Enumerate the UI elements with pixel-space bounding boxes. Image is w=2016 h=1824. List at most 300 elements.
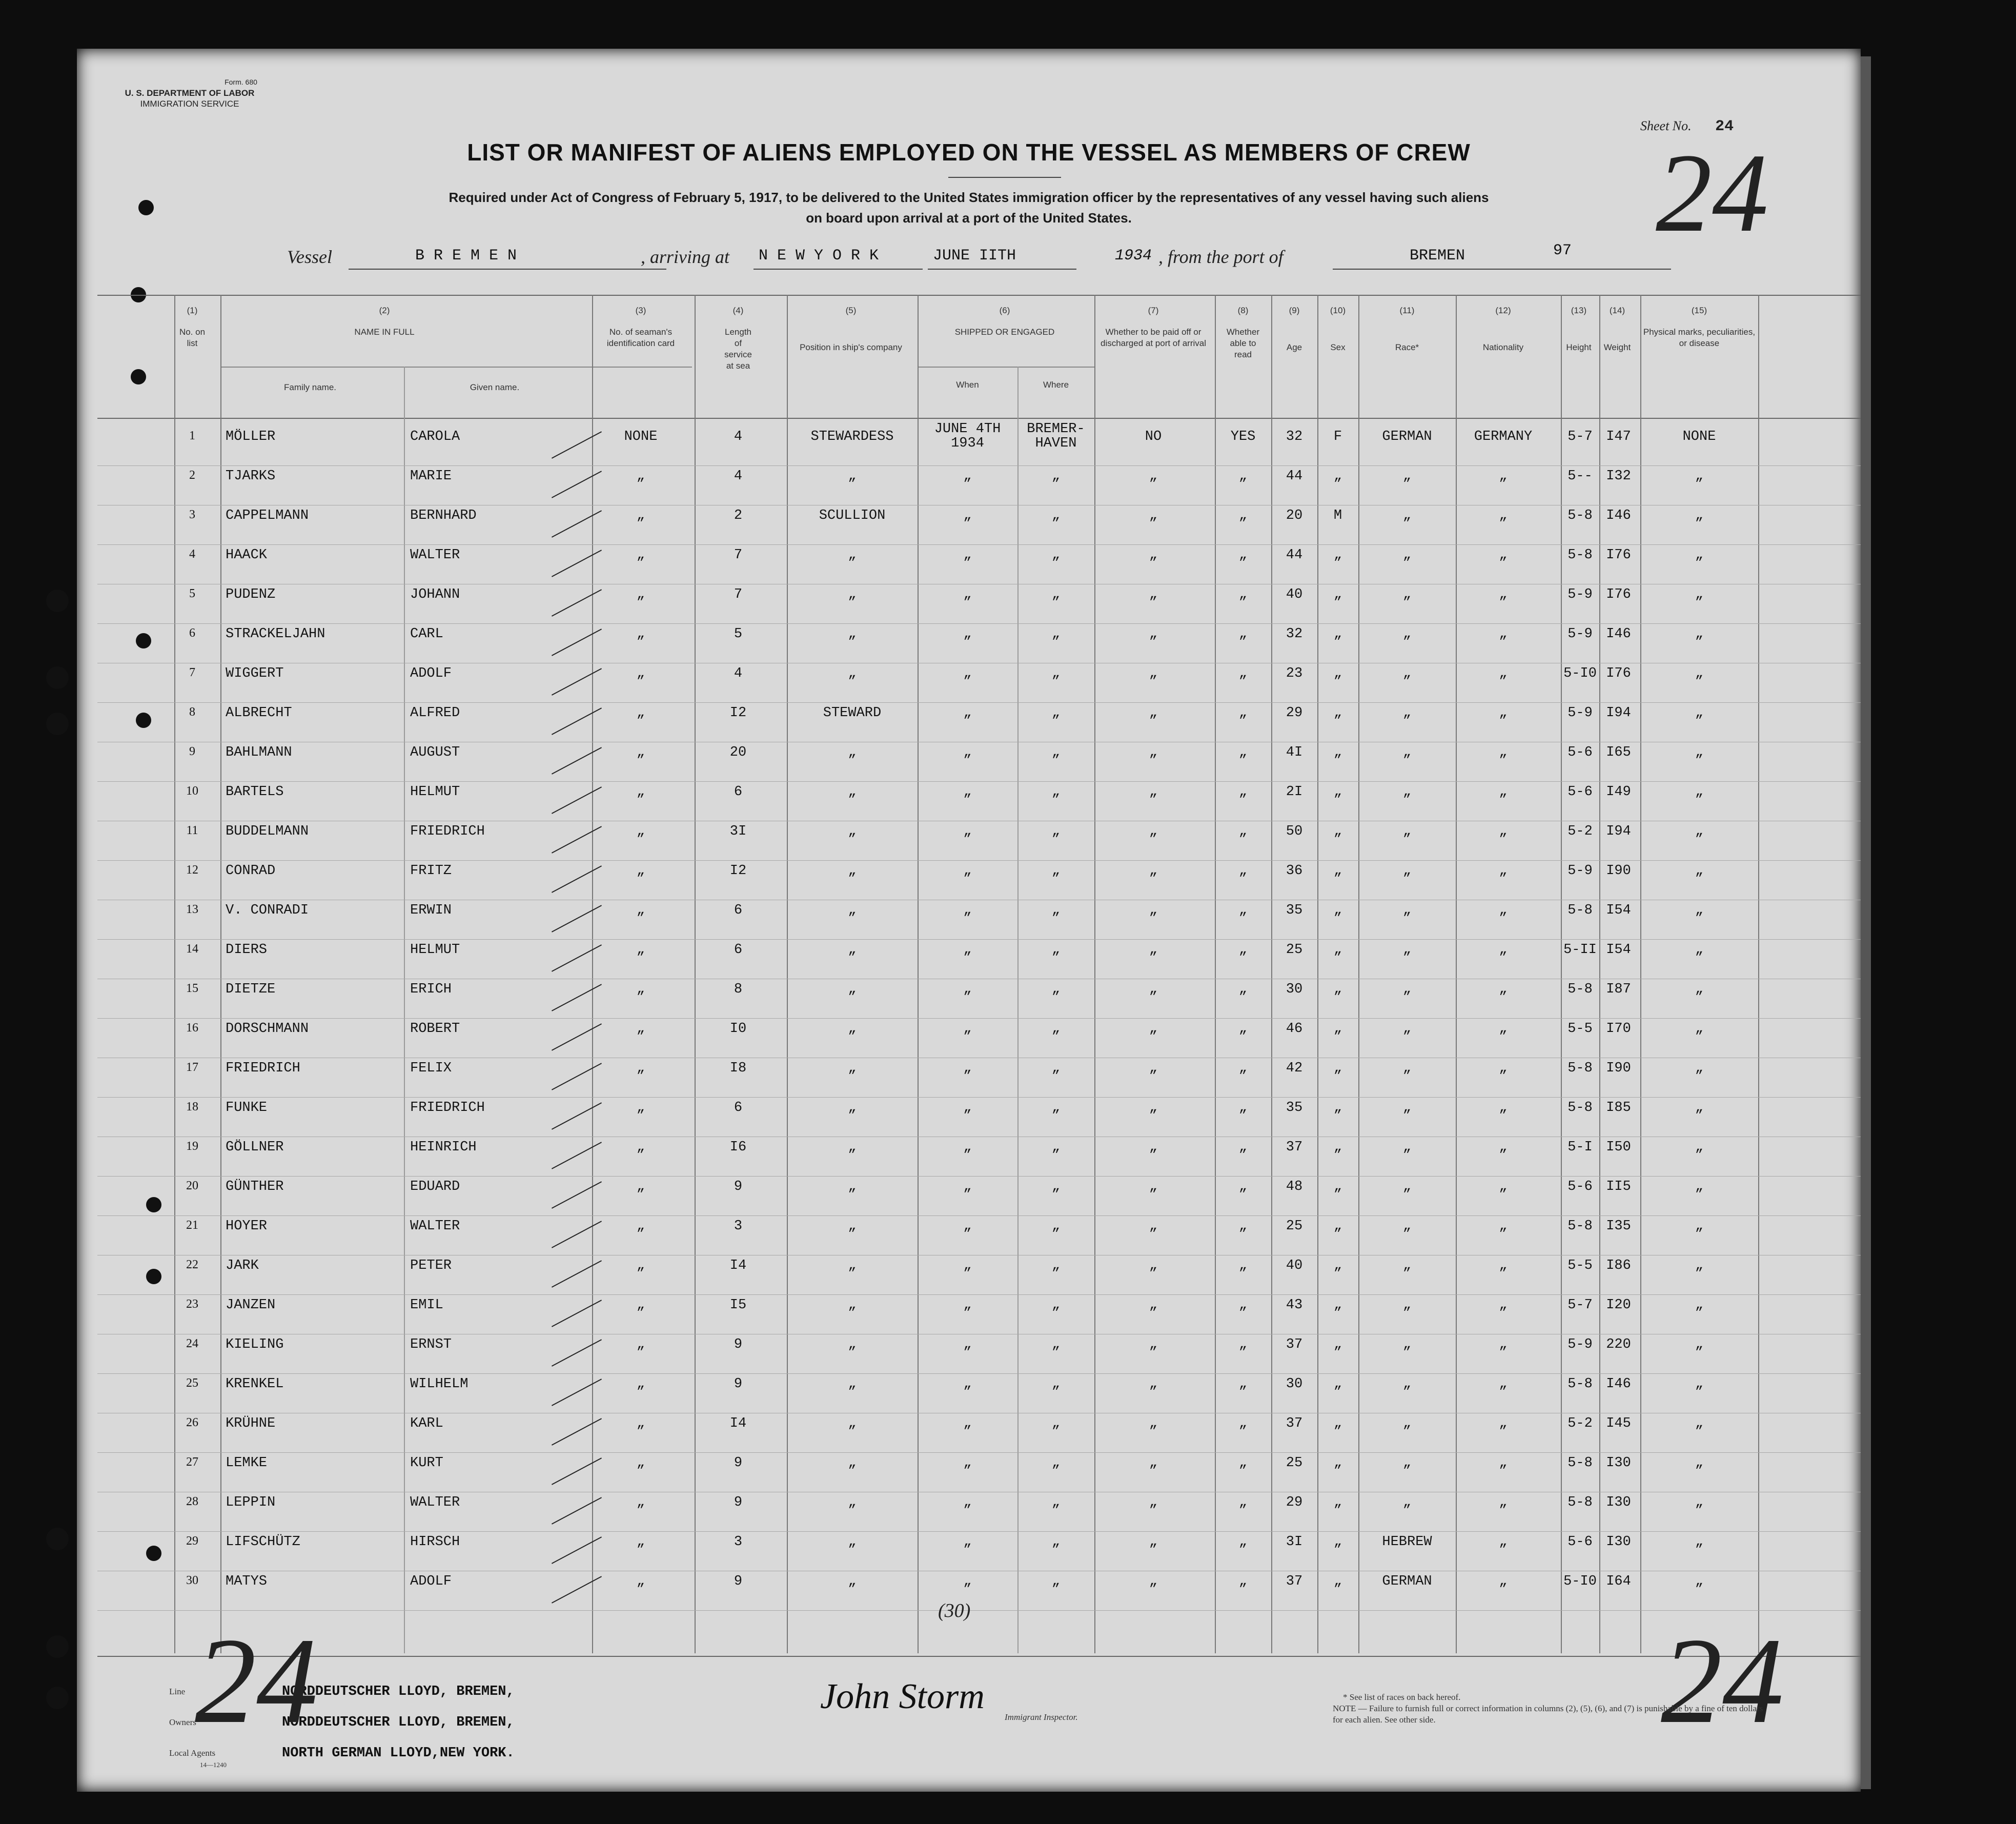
cell-race: „ xyxy=(1402,745,1412,760)
cell-family-name: LEPPIN xyxy=(226,1495,276,1510)
cell-position: „ xyxy=(848,548,857,563)
cell-given-name: HIRSCH xyxy=(410,1534,460,1550)
cell-physical-marks: „ xyxy=(1695,1298,1704,1313)
page-subtitle xyxy=(256,187,1681,228)
cell-service-length: 3 xyxy=(734,1219,743,1234)
binder-hole xyxy=(46,713,69,735)
cell-paid-off: „ xyxy=(1149,1534,1158,1550)
table-row xyxy=(97,1495,1861,1534)
footer-note xyxy=(1333,1692,1768,1726)
cell-height: 5-7 xyxy=(1567,1298,1593,1313)
cell-age: 3I xyxy=(1286,1534,1303,1550)
cell-shipped-where: „ xyxy=(1051,1574,1061,1589)
cell-sex: „ xyxy=(1333,1416,1342,1431)
cell-family-name: GÖLLNER xyxy=(226,1140,284,1155)
cell-service-length: I4 xyxy=(729,1258,747,1273)
cell-nationality: GERMANY xyxy=(1474,429,1533,444)
cell-physical-marks: „ xyxy=(1695,942,1704,958)
cell-given-name: ERICH xyxy=(410,982,452,997)
arrival-year: 1934 xyxy=(1115,247,1152,265)
cell-given-name: ADOLF xyxy=(410,666,452,681)
cell-position: „ xyxy=(848,1179,857,1194)
cell-race: „ xyxy=(1402,705,1412,721)
cell-family-name: CAPPELMANN xyxy=(226,508,309,523)
cell-family-name: KRENKEL xyxy=(226,1376,284,1392)
cell-weight: I90 xyxy=(1606,1061,1631,1076)
cell-able-to-read: „ xyxy=(1238,1574,1248,1589)
cell-physical-marks: „ xyxy=(1695,548,1704,563)
cell-sex: „ xyxy=(1333,1258,1342,1273)
cell-position: „ xyxy=(848,982,857,997)
cell-id-card: „ xyxy=(636,1416,645,1431)
races-note: * See list of races on back hereof. xyxy=(1343,1692,1461,1702)
cell-given-name: FELIX xyxy=(410,1061,452,1076)
cell-race: „ xyxy=(1402,626,1412,642)
cell-id-card: „ xyxy=(636,508,645,523)
cell-shipped-where: „ xyxy=(1051,1100,1061,1116)
cell-age: 42 xyxy=(1286,1061,1303,1076)
cell-id-card: „ xyxy=(636,1258,645,1273)
cell-shipped-where: „ xyxy=(1051,1021,1061,1037)
cell-shipped-when: „ xyxy=(963,705,972,721)
cell-id-card: „ xyxy=(636,587,645,602)
cell-shipped-when: „ xyxy=(963,508,972,523)
cell-id-card: „ xyxy=(636,1337,645,1352)
cell-sex: „ xyxy=(1333,784,1342,800)
vessel-name: B R E M E N xyxy=(415,247,517,265)
cell-race: „ xyxy=(1402,903,1412,918)
cell-shipped-when: „ xyxy=(963,1219,972,1234)
vessel-info xyxy=(287,242,1671,277)
sheet-number-label: Sheet No. xyxy=(1640,118,1692,133)
table-row xyxy=(97,942,1861,981)
table-row xyxy=(97,1219,1861,1258)
cell-shipped-when: „ xyxy=(963,1416,972,1431)
cell-paid-off: NO xyxy=(1145,429,1162,444)
cell-nationality: „ xyxy=(1499,1061,1508,1076)
cell-physical-marks: NONE xyxy=(1682,429,1716,444)
cell-shipped-where: „ xyxy=(1051,982,1061,997)
cell-height: 5-8 xyxy=(1567,508,1593,523)
cell-sex: „ xyxy=(1333,1100,1342,1116)
cell-service-length: 5 xyxy=(734,626,743,642)
table-row xyxy=(97,784,1861,823)
cell-service-length: 3 xyxy=(734,1534,743,1550)
cell-height: 5-I0 xyxy=(1563,666,1597,681)
cell-able-to-read: „ xyxy=(1238,1337,1248,1352)
cell-age: 35 xyxy=(1286,1100,1303,1116)
cell-race: „ xyxy=(1402,824,1412,839)
cell-family-name: DORSCHMANN xyxy=(226,1021,309,1037)
table-row xyxy=(97,1258,1861,1297)
cell-sex: „ xyxy=(1333,1574,1342,1589)
cell-race: „ xyxy=(1402,1416,1412,1431)
col-header-shipped: (6) SHIPPED OR ENGAGED xyxy=(954,306,1055,337)
cell-height: 5-8 xyxy=(1567,1061,1593,1076)
cell-service-length: I6 xyxy=(729,1140,747,1155)
cell-shipped-when: „ xyxy=(963,982,972,997)
cell-height: 5-II xyxy=(1563,942,1597,958)
cell-nationality: „ xyxy=(1499,587,1508,602)
table-row xyxy=(97,626,1861,665)
cell-age: 32 xyxy=(1286,429,1303,444)
cell-able-to-read: „ xyxy=(1238,942,1248,958)
name-sub-rule xyxy=(220,367,692,368)
cell-row-no: 5 xyxy=(189,587,195,600)
cell-position: „ xyxy=(848,1574,857,1589)
cell-weight: I90 xyxy=(1606,863,1631,879)
cell-age: 36 xyxy=(1286,863,1303,879)
cell-service-length: 6 xyxy=(734,903,743,918)
cell-shipped-where: „ xyxy=(1051,1179,1061,1194)
cell-paid-off: „ xyxy=(1149,705,1158,721)
cell-paid-off: „ xyxy=(1149,1140,1158,1155)
cell-height: 5-6 xyxy=(1567,745,1593,760)
cell-able-to-read: „ xyxy=(1238,863,1248,879)
cell-shipped-where: „ xyxy=(1051,1219,1061,1234)
cell-physical-marks: „ xyxy=(1695,1061,1704,1076)
cell-row-no: 13 xyxy=(186,903,198,916)
cell-family-name: FRIEDRICH xyxy=(226,1061,300,1076)
cell-family-name: JANZEN xyxy=(226,1298,276,1313)
cell-position: „ xyxy=(848,745,857,760)
cell-sex: „ xyxy=(1333,1219,1342,1234)
cell-age: 2I xyxy=(1286,784,1303,800)
table-row xyxy=(97,824,1861,863)
cell-physical-marks: „ xyxy=(1695,784,1704,800)
cell-id-card: „ xyxy=(636,1140,645,1155)
cell-able-to-read: „ xyxy=(1238,1061,1248,1076)
cell-service-length: 6 xyxy=(734,784,743,800)
cell-race: „ xyxy=(1402,587,1412,602)
col-header-sex: (10) Sex xyxy=(1330,306,1346,352)
table-row xyxy=(97,1021,1861,1060)
cell-weight: I30 xyxy=(1606,1455,1631,1471)
binder-hole xyxy=(46,1687,69,1709)
cell-family-name: MATYS xyxy=(226,1574,268,1589)
cell-shipped-where: „ xyxy=(1051,745,1061,760)
cell-age: 44 xyxy=(1286,548,1303,563)
cell-shipped-when: „ xyxy=(963,469,972,484)
subtitle-line-2: on board upon arrival at a port of the United States. xyxy=(806,210,1132,226)
cell-shipped-when: „ xyxy=(963,903,972,918)
cell-id-card: „ xyxy=(636,705,645,721)
cell-given-name: WILHELM xyxy=(410,1376,469,1392)
table-row xyxy=(97,1416,1861,1455)
cell-given-name: JOHANN xyxy=(410,587,460,602)
cell-nationality: „ xyxy=(1499,705,1508,721)
cell-shipped-where: „ xyxy=(1051,1455,1061,1471)
cell-race: „ xyxy=(1402,666,1412,681)
table-top-rule xyxy=(97,295,1861,296)
cell-sex: „ xyxy=(1333,1455,1342,1471)
vessel-name-line xyxy=(349,269,666,270)
sheet-number-value: 24 xyxy=(1715,118,1734,135)
cell-paid-off: „ xyxy=(1149,1376,1158,1392)
cell-row-no: 27 xyxy=(186,1455,198,1469)
cell-physical-marks: „ xyxy=(1695,666,1704,681)
cell-race: „ xyxy=(1402,1258,1412,1273)
cell-physical-marks: „ xyxy=(1695,1495,1704,1510)
col-header-family: Family name. xyxy=(283,382,337,392)
cell-weight: I30 xyxy=(1606,1495,1631,1510)
cell-position: „ xyxy=(848,1021,857,1037)
cell-shipped-where: „ xyxy=(1051,1140,1061,1155)
table-row xyxy=(97,863,1861,902)
cell-given-name: EDUARD xyxy=(410,1179,460,1194)
cell-row-no: 17 xyxy=(186,1061,198,1074)
cell-family-name: DIERS xyxy=(226,942,268,958)
cell-family-name: STRACKELJAHN xyxy=(226,626,325,642)
cell-row-no: 15 xyxy=(186,982,198,995)
col-header-marks: (15) Physical marks, peculiarities, or disease xyxy=(1643,306,1756,348)
cell-given-name: WALTER xyxy=(410,548,460,563)
cell-able-to-read: „ xyxy=(1238,1376,1248,1392)
table-row xyxy=(97,1574,1861,1613)
cell-sex: „ xyxy=(1333,1021,1342,1037)
cell-height: 5-- xyxy=(1567,469,1593,484)
cell-service-length: I0 xyxy=(729,1021,747,1037)
cell-sex: „ xyxy=(1333,587,1342,602)
cell-given-name: CAROLA xyxy=(410,429,460,444)
cell-position: „ xyxy=(848,1219,857,1234)
cell-nationality: „ xyxy=(1499,1495,1508,1510)
cell-row-no: 6 xyxy=(189,626,195,640)
col-header-nationality: (12) Nationality xyxy=(1482,306,1524,352)
table-row xyxy=(97,469,1861,508)
cell-position: STEWARDESS xyxy=(810,429,894,444)
cell-shipped-when: „ xyxy=(963,942,972,958)
cell-shipped-when: „ xyxy=(963,1021,972,1037)
cell-nationality: „ xyxy=(1499,1219,1508,1234)
cell-position: „ xyxy=(848,1298,857,1313)
cell-weight: I50 xyxy=(1606,1140,1631,1155)
cell-family-name: LIFSCHÜTZ xyxy=(226,1534,300,1550)
form-number: Form. 680 xyxy=(225,78,257,86)
cell-able-to-read: „ xyxy=(1238,626,1248,642)
cell-sex: „ xyxy=(1333,1534,1342,1550)
cell-able-to-read: „ xyxy=(1238,824,1248,839)
cell-sex: „ xyxy=(1333,469,1342,484)
shipped-sub-rule xyxy=(918,367,1094,368)
footer-top-rule xyxy=(97,1656,1861,1657)
cell-able-to-read: „ xyxy=(1238,1258,1248,1273)
cell-row-no: 26 xyxy=(186,1416,198,1429)
table-row xyxy=(97,1140,1861,1179)
cell-race: HEBREW xyxy=(1382,1534,1432,1550)
cell-sex: „ xyxy=(1333,1140,1342,1155)
cell-sex: „ xyxy=(1333,982,1342,997)
cell-height: 5-8 xyxy=(1567,903,1593,918)
cell-id-card: „ xyxy=(636,784,645,800)
cell-row-no: 25 xyxy=(186,1376,198,1390)
cell-shipped-when: „ xyxy=(963,745,972,760)
cell-height: 5-8 xyxy=(1567,548,1593,563)
cell-nationality: „ xyxy=(1499,469,1508,484)
cell-position: „ xyxy=(848,626,857,642)
cell-nationality: „ xyxy=(1499,1337,1508,1352)
page-title: LIST OR MANIFEST OF ALIENS EMPLOYED ON THE VESSEL AS MEMBERS OF CREW xyxy=(467,139,1471,166)
cell-weight: I76 xyxy=(1606,548,1631,563)
cell-age: 29 xyxy=(1286,1495,1303,1510)
cell-race: „ xyxy=(1402,469,1412,484)
cell-shipped-when: „ xyxy=(963,548,972,563)
cell-given-name: KARL xyxy=(410,1416,443,1431)
binder-hole xyxy=(46,1528,69,1550)
cell-sex: „ xyxy=(1333,903,1342,918)
cell-shipped-when: „ xyxy=(963,1179,972,1194)
cell-sex: „ xyxy=(1333,1337,1342,1352)
cell-paid-off: „ xyxy=(1149,824,1158,839)
cell-nationality: „ xyxy=(1499,1100,1508,1116)
cell-shipped-where: „ xyxy=(1051,705,1061,721)
cell-row-no: 4 xyxy=(189,548,195,561)
cell-weight: I65 xyxy=(1606,745,1631,760)
cell-age: 35 xyxy=(1286,903,1303,918)
cell-shipped-when: „ xyxy=(963,1298,972,1313)
cell-family-name: BUDDELMANN xyxy=(226,824,309,839)
cell-position: „ xyxy=(848,1455,857,1471)
cell-physical-marks: „ xyxy=(1695,1140,1704,1155)
col-header-position: (5) Position in ship's company xyxy=(800,306,902,352)
cell-family-name: KRÜHNE xyxy=(226,1416,276,1431)
inspector-label: Immigrant Inspector. xyxy=(1005,1712,1078,1722)
cell-shipped-when: „ xyxy=(963,626,972,642)
col-header-read: (8) Whether able to read xyxy=(1226,306,1260,359)
cell-able-to-read: „ xyxy=(1238,1140,1248,1155)
cell-paid-off: „ xyxy=(1149,626,1158,642)
cell-nationality: „ xyxy=(1499,745,1508,760)
cell-given-name: PETER xyxy=(410,1258,452,1273)
col-header-card: (3) No. of seaman's identification card xyxy=(606,306,675,348)
cell-id-card: „ xyxy=(636,1100,645,1116)
table-row xyxy=(97,548,1861,586)
cell-able-to-read: „ xyxy=(1238,1021,1248,1037)
cell-family-name: MÖLLER xyxy=(226,429,276,444)
cell-family-name: HAACK xyxy=(226,548,268,563)
cell-physical-marks: „ xyxy=(1695,903,1704,918)
cell-nationality: „ xyxy=(1499,508,1508,523)
cell-age: 25 xyxy=(1286,942,1303,958)
cell-able-to-read: „ xyxy=(1238,1534,1248,1550)
cell-service-length: 20 xyxy=(729,745,747,760)
cell-nationality: „ xyxy=(1499,824,1508,839)
cell-race: „ xyxy=(1402,508,1412,523)
cell-id-card: „ xyxy=(636,863,645,879)
cell-shipped-where: „ xyxy=(1051,1495,1061,1510)
cell-family-name: KIELING xyxy=(226,1337,284,1352)
cell-shipped-where: „ xyxy=(1051,587,1061,602)
cell-race: „ xyxy=(1402,1021,1412,1037)
cell-sex: „ xyxy=(1333,824,1342,839)
form-code: 14—1240 xyxy=(200,1761,227,1769)
cell-height: 5-6 xyxy=(1567,1179,1593,1194)
cell-physical-marks: „ xyxy=(1695,1179,1704,1194)
cell-paid-off: „ xyxy=(1149,1455,1158,1471)
cell-position: „ xyxy=(848,784,857,800)
cell-id-card: „ xyxy=(636,1574,645,1589)
cell-age: 48 xyxy=(1286,1179,1303,1194)
cell-sex: M xyxy=(1333,508,1342,523)
cell-service-length: 6 xyxy=(734,1100,743,1116)
cell-physical-marks: „ xyxy=(1695,1100,1704,1116)
cell-position: „ xyxy=(848,903,857,918)
cell-weight: I70 xyxy=(1606,1021,1631,1037)
col-header-given: Given name. xyxy=(470,382,520,392)
cell-age: 40 xyxy=(1286,587,1303,602)
table-row xyxy=(97,508,1861,547)
department-block xyxy=(82,77,297,109)
cell-id-card: „ xyxy=(636,1455,645,1471)
cell-sex: „ xyxy=(1333,666,1342,681)
cell-row-no: 14 xyxy=(186,942,198,956)
cell-age: 40 xyxy=(1286,1258,1303,1273)
cell-paid-off: „ xyxy=(1149,1100,1158,1116)
cell-sex: F xyxy=(1333,429,1342,444)
cell-physical-marks: „ xyxy=(1695,1219,1704,1234)
cell-shipped-when: „ xyxy=(963,587,972,602)
arriving-label: , arriving at xyxy=(641,247,730,267)
cell-shipped-where: „ xyxy=(1051,626,1061,642)
cell-physical-marks: „ xyxy=(1695,1534,1704,1550)
cell-shipped-where: „ xyxy=(1051,508,1061,523)
vessel-label: Vessel xyxy=(287,247,332,267)
cell-row-no: 1 xyxy=(189,429,195,442)
cell-position: SCULLION xyxy=(819,508,886,523)
cell-family-name: V. CONRADI xyxy=(226,903,309,918)
cell-weight: I46 xyxy=(1606,1376,1631,1392)
cell-id-card: „ xyxy=(636,903,645,918)
cell-race: GERMAN xyxy=(1382,1574,1432,1589)
table-row xyxy=(97,903,1861,942)
cell-age: 23 xyxy=(1286,666,1303,681)
cell-race: „ xyxy=(1402,1495,1412,1510)
cell-row-no: 3 xyxy=(189,508,195,521)
cell-height: 5-9 xyxy=(1567,1337,1593,1352)
cell-shipped-where: „ xyxy=(1051,863,1061,879)
cell-paid-off: „ xyxy=(1149,745,1158,760)
cell-position: „ xyxy=(848,666,857,681)
cell-id-card: NONE xyxy=(624,429,658,444)
cell-able-to-read: „ xyxy=(1238,1416,1248,1431)
cell-service-length: 7 xyxy=(734,587,743,602)
cell-given-name: FRIEDRICH xyxy=(410,1100,485,1116)
cell-given-name: AUGUST xyxy=(410,745,460,760)
cell-sex: „ xyxy=(1333,548,1342,563)
binder-hole xyxy=(46,590,69,612)
owners-label: Owners xyxy=(169,1717,196,1727)
cell-height: 5-8 xyxy=(1567,1219,1593,1234)
cell-physical-marks: „ xyxy=(1695,1021,1704,1037)
cell-position: „ xyxy=(848,1376,857,1392)
cell-height: 5-I0 xyxy=(1563,1574,1597,1589)
cell-sex: „ xyxy=(1333,1179,1342,1194)
cell-id-card: „ xyxy=(636,982,645,997)
cell-able-to-read: „ xyxy=(1238,1455,1248,1471)
cell-age: 20 xyxy=(1286,508,1303,523)
cell-family-name: CONRAD xyxy=(226,863,276,879)
cell-given-name: WALTER xyxy=(410,1495,460,1510)
cell-able-to-read: „ xyxy=(1238,548,1248,563)
cell-weight: I64 xyxy=(1606,1574,1631,1589)
cell-id-card: „ xyxy=(636,1495,645,1510)
from-port-line xyxy=(1333,269,1671,270)
cell-row-no: 28 xyxy=(186,1495,198,1508)
cell-paid-off: „ xyxy=(1149,508,1158,523)
cell-shipped-where: „ xyxy=(1051,1534,1061,1550)
cell-position: „ xyxy=(848,1140,857,1155)
cell-physical-marks: „ xyxy=(1695,469,1704,484)
